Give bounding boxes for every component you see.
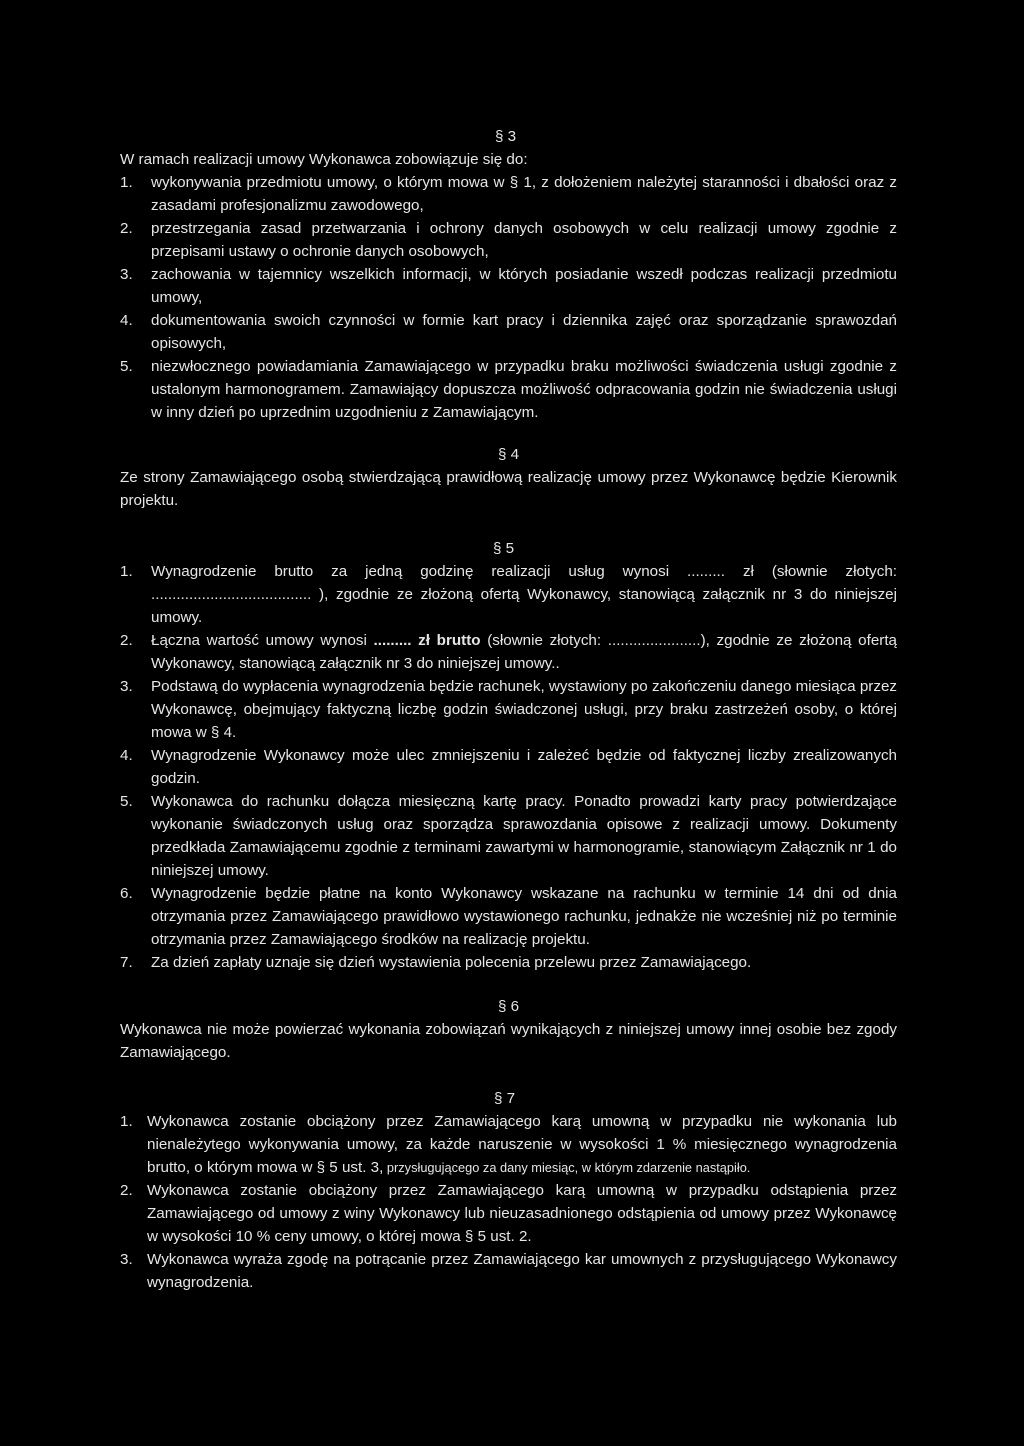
list-item xyxy=(120,309,897,355)
list-item xyxy=(120,217,897,263)
item-text: Wykonawca do rachunku dołącza miesięczną kartę pracy. Ponadto prowadzi karty pracy potwierdzające wykonanie świadczonych usług oraz sporządza sprawozdania opisowe z realizacji umowy. Dokumenty przedkłada Zamawiającemu zgodnie z terminami zawartymi w harmonogramie, stanowiącym Załącznik nr 1 do niniejszej umowy. xyxy=(151,793,897,879)
item-text: Wykonawca wyraża zgodę na potrącanie przez Zamawiającego kar umownych z przysługującego Wykonawcy wynagrodzenia. xyxy=(147,1251,897,1291)
list-item xyxy=(120,263,897,309)
item-text: zachowania w tajemnicy wszelkich informacji, w których posiadanie wszedł podczas realizacji przedmiotu umowy, xyxy=(151,266,897,306)
section-5-heading: § 5 xyxy=(493,540,515,557)
section-7-list xyxy=(120,1110,897,1294)
item-number: 5. xyxy=(120,358,133,375)
section-5-list xyxy=(120,560,897,974)
list-item xyxy=(120,1248,897,1294)
section-6-heading: § 6 xyxy=(498,998,520,1015)
list-item xyxy=(120,790,897,882)
section-6 xyxy=(120,995,897,1064)
section-4-heading-row xyxy=(120,443,897,466)
item-number: 1. xyxy=(120,1113,133,1130)
item-number: 3. xyxy=(120,1251,133,1268)
section-3 xyxy=(120,125,897,424)
section-5 xyxy=(120,537,897,974)
item-number: 5. xyxy=(120,793,133,810)
list-item xyxy=(120,951,897,974)
section-3-heading-row xyxy=(120,125,897,148)
list-item xyxy=(120,171,897,217)
list-item xyxy=(120,675,897,744)
list-item xyxy=(120,355,897,424)
section-3-list xyxy=(120,171,897,424)
item-number: 1. xyxy=(120,563,133,580)
item-text-cont: (słownie złotych: ......................), zgodnie ze złożoną ofertą Wykonawcy, stanowiącą załącznik nr 3 do niniejszej umowy.. xyxy=(151,632,897,672)
item-text: Wynagrodzenie brutto za jedną godzinę realizacji usług wynosi ......... zł (słownie złotych: ...................................... ), zgodnie ze złożoną ofertą Wykonawcy, stanowiącą załącznik nr 3 do niniejszej umowy. xyxy=(151,563,897,626)
item-text: Wykonawca zostanie obciążony przez Zamawiającego karą umowną w przypadku nie wykonania lub nienależytego wykonywania umowy, za każde naruszenie w wysokości 1 % miesięcznego wynagrodzenia brutto, o którym mowa w § 5 ust. 3, xyxy=(147,1113,897,1176)
item-number: 4. xyxy=(120,747,133,764)
list-item xyxy=(120,744,897,790)
section-7 xyxy=(120,1087,897,1294)
item-text: dokumentowania swoich czynności w formie kart pracy i dziennika zajęć oraz sporządzanie sprawozdań opisowych, xyxy=(151,312,897,352)
item-text: Podstawą do wypłacenia wynagrodzenia będzie rachunek, wystawiony po zakończeniu danego miesiąca przez Wykonawcę, obejmujący faktyczną liczbę godzin świadczonej usługi, przy braku zastrzeżeń osoby, o której mowa w § 4. xyxy=(151,678,897,741)
section-3-intro: W ramach realizacji umowy Wykonawca zobowiązuje się do: xyxy=(120,151,528,168)
item-number: 4. xyxy=(120,312,133,329)
section-3-heading: § 3 xyxy=(495,128,517,145)
section-7-heading-row xyxy=(120,1087,897,1110)
list-item xyxy=(120,629,897,675)
item-text: Za dzień zapłaty uznaje się dzień wystawienia polecenia przelewu przez Zamawiającego. xyxy=(151,954,752,971)
item-text-small: przysługującego za dany miesiąc, w którym zdarzenie nastąpiło. xyxy=(383,1160,751,1175)
item-number: 2. xyxy=(120,632,133,649)
section-4-text: Ze strony Zamawiającego osobą stwierdzającą prawidłową realizację umowy przez Wykonawcę będzie Kierownik projektu. xyxy=(120,469,897,509)
item-text: Wykonawca zostanie obciążony przez Zamawiającego karą umowną w przypadku odstąpienia przez Zamawiającego od umowy z winy Wykonawcy lub nieuzasadnionego odstąpienia od umowy przez Wykonawcę w wysokości 10 % ceny umowy, o której mowa § 5 ust. 2. xyxy=(147,1182,897,1245)
section-6-heading-row xyxy=(120,995,897,1018)
section-4 xyxy=(120,443,897,512)
item-text: Wynagrodzenie będzie płatne na konto Wykonawcy wskazane na rachunku w terminie 14 dni od dnia otrzymania przez Zamawiającego prawidłowo wystawionego rachunku, jednakże nie wcześniej niż po terminie otrzymania przez Zamawiającego środków na realizację projektu. xyxy=(151,885,897,948)
list-item xyxy=(120,1179,897,1248)
item-text: przestrzegania zasad przetwarzania i ochrony danych osobowych w celu realizacji umowy zgodnie z przepisami ustawy o ochronie danych osobowych, xyxy=(151,220,897,260)
list-item xyxy=(120,1110,897,1179)
list-item xyxy=(120,560,897,629)
section-7-heading: § 7 xyxy=(494,1090,516,1107)
section-5-heading-row xyxy=(120,537,897,560)
amount-bold: ......... zł brutto xyxy=(373,632,481,649)
item-number: 3. xyxy=(120,678,133,695)
item-text: wykonywania przedmiotu umowy, o którym mowa w § 1, z dołożeniem należytej staranności i dbałości oraz z zasadami profesjonalizmu zawodowego, xyxy=(151,174,897,214)
item-text: niezwłocznego powiadamiania Zamawiającego w przypadku braku możliwości świadczenia usługi zgodnie z ustalonym harmonogramem. Zamawiający dopuszcza możliwość odpracowania godzin nie świadczenia usługi w inny dzień po uprzednim uzgodnieniu z Zamawiającym. xyxy=(151,358,897,421)
item-text: Łączna wartość umowy wynosi xyxy=(151,632,374,649)
item-number: 2. xyxy=(120,220,133,237)
list-item xyxy=(120,882,897,951)
item-number: 2. xyxy=(120,1182,133,1199)
item-number: 3. xyxy=(120,266,133,283)
item-number: 6. xyxy=(120,885,133,902)
section-6-text: Wykonawca nie może powierzać wykonania zobowiązań wynikających z niniejszej umowy innej osobie bez zgody Zamawiającego. xyxy=(120,1021,897,1061)
item-number: 7. xyxy=(120,954,133,971)
section-4-heading: § 4 xyxy=(498,446,520,463)
item-text: Wynagrodzenie Wykonawcy może ulec zmniejszeniu i zależeć będzie od faktycznej liczby zrealizowanych godzin. xyxy=(151,747,897,787)
item-number: 1. xyxy=(120,174,133,191)
